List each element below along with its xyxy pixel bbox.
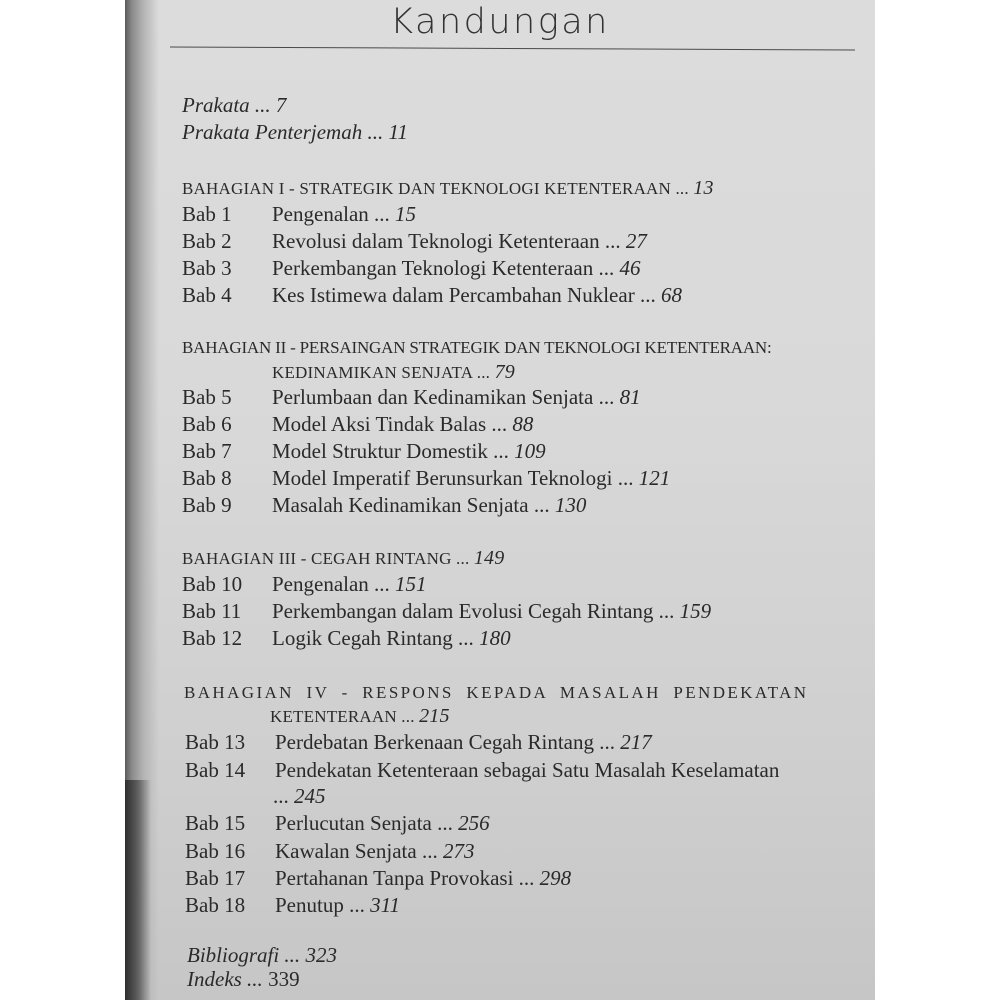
entry-page: 130 (554, 493, 587, 517)
chapter-number: Bab 9 (182, 493, 232, 517)
chapter-number: Bab 7 (182, 439, 232, 463)
toc-chapter-3 (182, 255, 640, 281)
chapter-number: Bab 16 (185, 839, 246, 863)
chapter-title-continued: ... (273, 784, 289, 808)
toc-chapter-1 (182, 201, 416, 227)
entry-page: 79 (494, 361, 515, 383)
entry-page: 215 (419, 705, 450, 727)
entry-page: 27 (625, 229, 647, 253)
toc-chapter-9 (182, 492, 586, 518)
toc-part-2-heading-cont (272, 359, 515, 386)
toc-chapter-12 (182, 625, 511, 651)
part-heading-continued: KEDINAMIKAN SENJATA ... (272, 363, 491, 382)
toc-entry-bibliografi (187, 942, 337, 968)
toc-entry-prakata (182, 92, 286, 118)
chapter-title: Model Aksi Tindak Balas ... (272, 412, 508, 436)
chapter-number: Bab 2 (182, 229, 232, 253)
entry-page: 339 (268, 967, 300, 991)
entry-page: 121 (638, 466, 671, 490)
part-heading: BAHAGIAN II - PERSAINGAN STRATEGIK DAN TEKNOLOGI KETENTERAAN: (182, 338, 772, 357)
chapter-number: Bab 1 (182, 202, 232, 226)
part-heading: BAHAGIAN IV - RESPONS KEPADA MASALAH PENDEKATAN (184, 683, 809, 702)
chapter-title: Model Imperatif Berunsurkan Teknologi ... (272, 466, 634, 490)
toc-chapter-6 (182, 411, 533, 437)
chapter-number: Bab 8 (182, 466, 232, 490)
toc-chapter-7 (182, 438, 546, 464)
book-page (125, 0, 875, 1000)
entry-page: 311 (370, 893, 401, 917)
chapter-number: Bab 15 (185, 811, 246, 835)
chapter-title: Kawalan Senjata ... (275, 839, 438, 863)
chapter-title: Perkembangan dalam Evolusi Cegah Rintang ... (272, 599, 675, 623)
chapter-title: Penutup ... (275, 893, 365, 917)
entry-page: 256 (458, 811, 490, 835)
chapter-title: Kes Istimewa dalam Percambahan Nuklear ... (272, 283, 656, 307)
entry-page: 217 (620, 730, 652, 754)
toc-entry-prakata-penterjemah (182, 119, 408, 145)
chapter-number: Bab 17 (185, 866, 246, 890)
chapter-number: Bab 10 (182, 572, 243, 596)
toc-chapter-4 (182, 282, 682, 308)
entry-label: Prakata Penterjemah ... (182, 120, 384, 144)
chapter-title: Pendekatan Ketenteraan sebagai Satu Masalah Keselamatan (275, 758, 780, 782)
entry-page: 88 (512, 412, 534, 436)
entry-label: Indeks ... (187, 967, 263, 991)
chapter-number: Bab 11 (182, 599, 242, 623)
entry-page: 7 (275, 93, 287, 117)
entry-label: Bibliografi ... (187, 943, 301, 967)
chapter-number: Bab 6 (182, 412, 232, 436)
part-heading: BAHAGIAN III - CEGAH RINTANG ... (182, 549, 470, 568)
toc-chapter-13 (185, 729, 652, 755)
chapter-number: Bab 5 (182, 385, 232, 409)
toc-part-3-heading (182, 545, 504, 572)
toc-chapter-5 (182, 384, 641, 410)
toc-chapter-16 (185, 838, 474, 864)
chapter-title: Perlumbaan dan Kedinamikan Senjata ... (272, 385, 615, 409)
chapter-number: Bab 13 (185, 730, 246, 754)
entry-page: 13 (693, 177, 714, 199)
chapter-number: Bab 3 (182, 256, 232, 280)
chapter-number: Bab 12 (182, 626, 243, 650)
toc-chapter-11 (182, 598, 711, 624)
toc-chapter-8 (182, 465, 670, 491)
entry-page: 68 (660, 283, 682, 307)
toc-chapter-15 (185, 810, 490, 836)
chapter-title: Pengenalan ... (272, 202, 390, 226)
entry-page: 323 (305, 943, 337, 967)
toc-part-4-heading-cont (270, 703, 450, 730)
toc-chapter-10 (182, 571, 427, 597)
part-heading: BAHAGIAN I - STRATEGIK DAN TEKNOLOGI KETENTERAAN ... (182, 179, 689, 198)
chapter-title: Masalah Kedinamikan Senjata ... (272, 493, 550, 517)
toc-chapter-17 (185, 865, 571, 891)
entry-page: 180 (479, 626, 511, 650)
chapter-title: Revolusi dalam Teknologi Ketenteraan ... (272, 229, 621, 253)
page-gutter-shadow-bottom (125, 780, 151, 1000)
chapter-number: Bab 14 (185, 758, 246, 782)
part-heading-continued: KETENTERAAN ... (270, 707, 415, 726)
chapter-title: Perkembangan Teknologi Ketenteraan ... (272, 256, 615, 280)
entry-page: 298 (539, 866, 572, 890)
entry-label: Prakata ... (182, 93, 271, 117)
entry-page: 11 (388, 120, 408, 144)
entry-page: 159 (679, 599, 712, 623)
title-divider (170, 47, 855, 51)
entry-page: 15 (395, 202, 417, 226)
entry-page: 149 (473, 547, 505, 569)
chapter-title: Perdebatan Berkenaan Cegah Rintang ... (275, 730, 615, 754)
chapter-number: Bab 18 (185, 893, 246, 917)
entry-page: 273 (442, 839, 475, 863)
chapter-title: Perlucutan Senjata ... (275, 811, 453, 835)
toc-part-2-heading (182, 335, 772, 361)
page-title: Kandungan (390, 2, 610, 42)
entry-page: 245 (294, 784, 326, 808)
toc-entry-indeks (187, 966, 300, 992)
entry-page: 109 (514, 439, 546, 463)
toc-chapter-18 (185, 892, 400, 918)
toc-chapter-2 (182, 228, 647, 254)
chapter-title: Pertahanan Tanpa Provokasi ... (275, 866, 535, 890)
toc-chapter-14-cont (273, 783, 326, 809)
chapter-title: Pengenalan ... (272, 572, 390, 596)
chapter-title: Model Struktur Domestik ... (272, 439, 509, 463)
chapter-title: Logik Cegah Rintang ... (272, 626, 474, 650)
toc-part-1-heading (182, 175, 714, 202)
entry-page: 46 (619, 256, 641, 280)
entry-page: 151 (395, 572, 427, 596)
toc-chapter-14 (185, 757, 779, 783)
chapter-number: Bab 4 (182, 283, 232, 307)
entry-page: 81 (619, 385, 641, 409)
